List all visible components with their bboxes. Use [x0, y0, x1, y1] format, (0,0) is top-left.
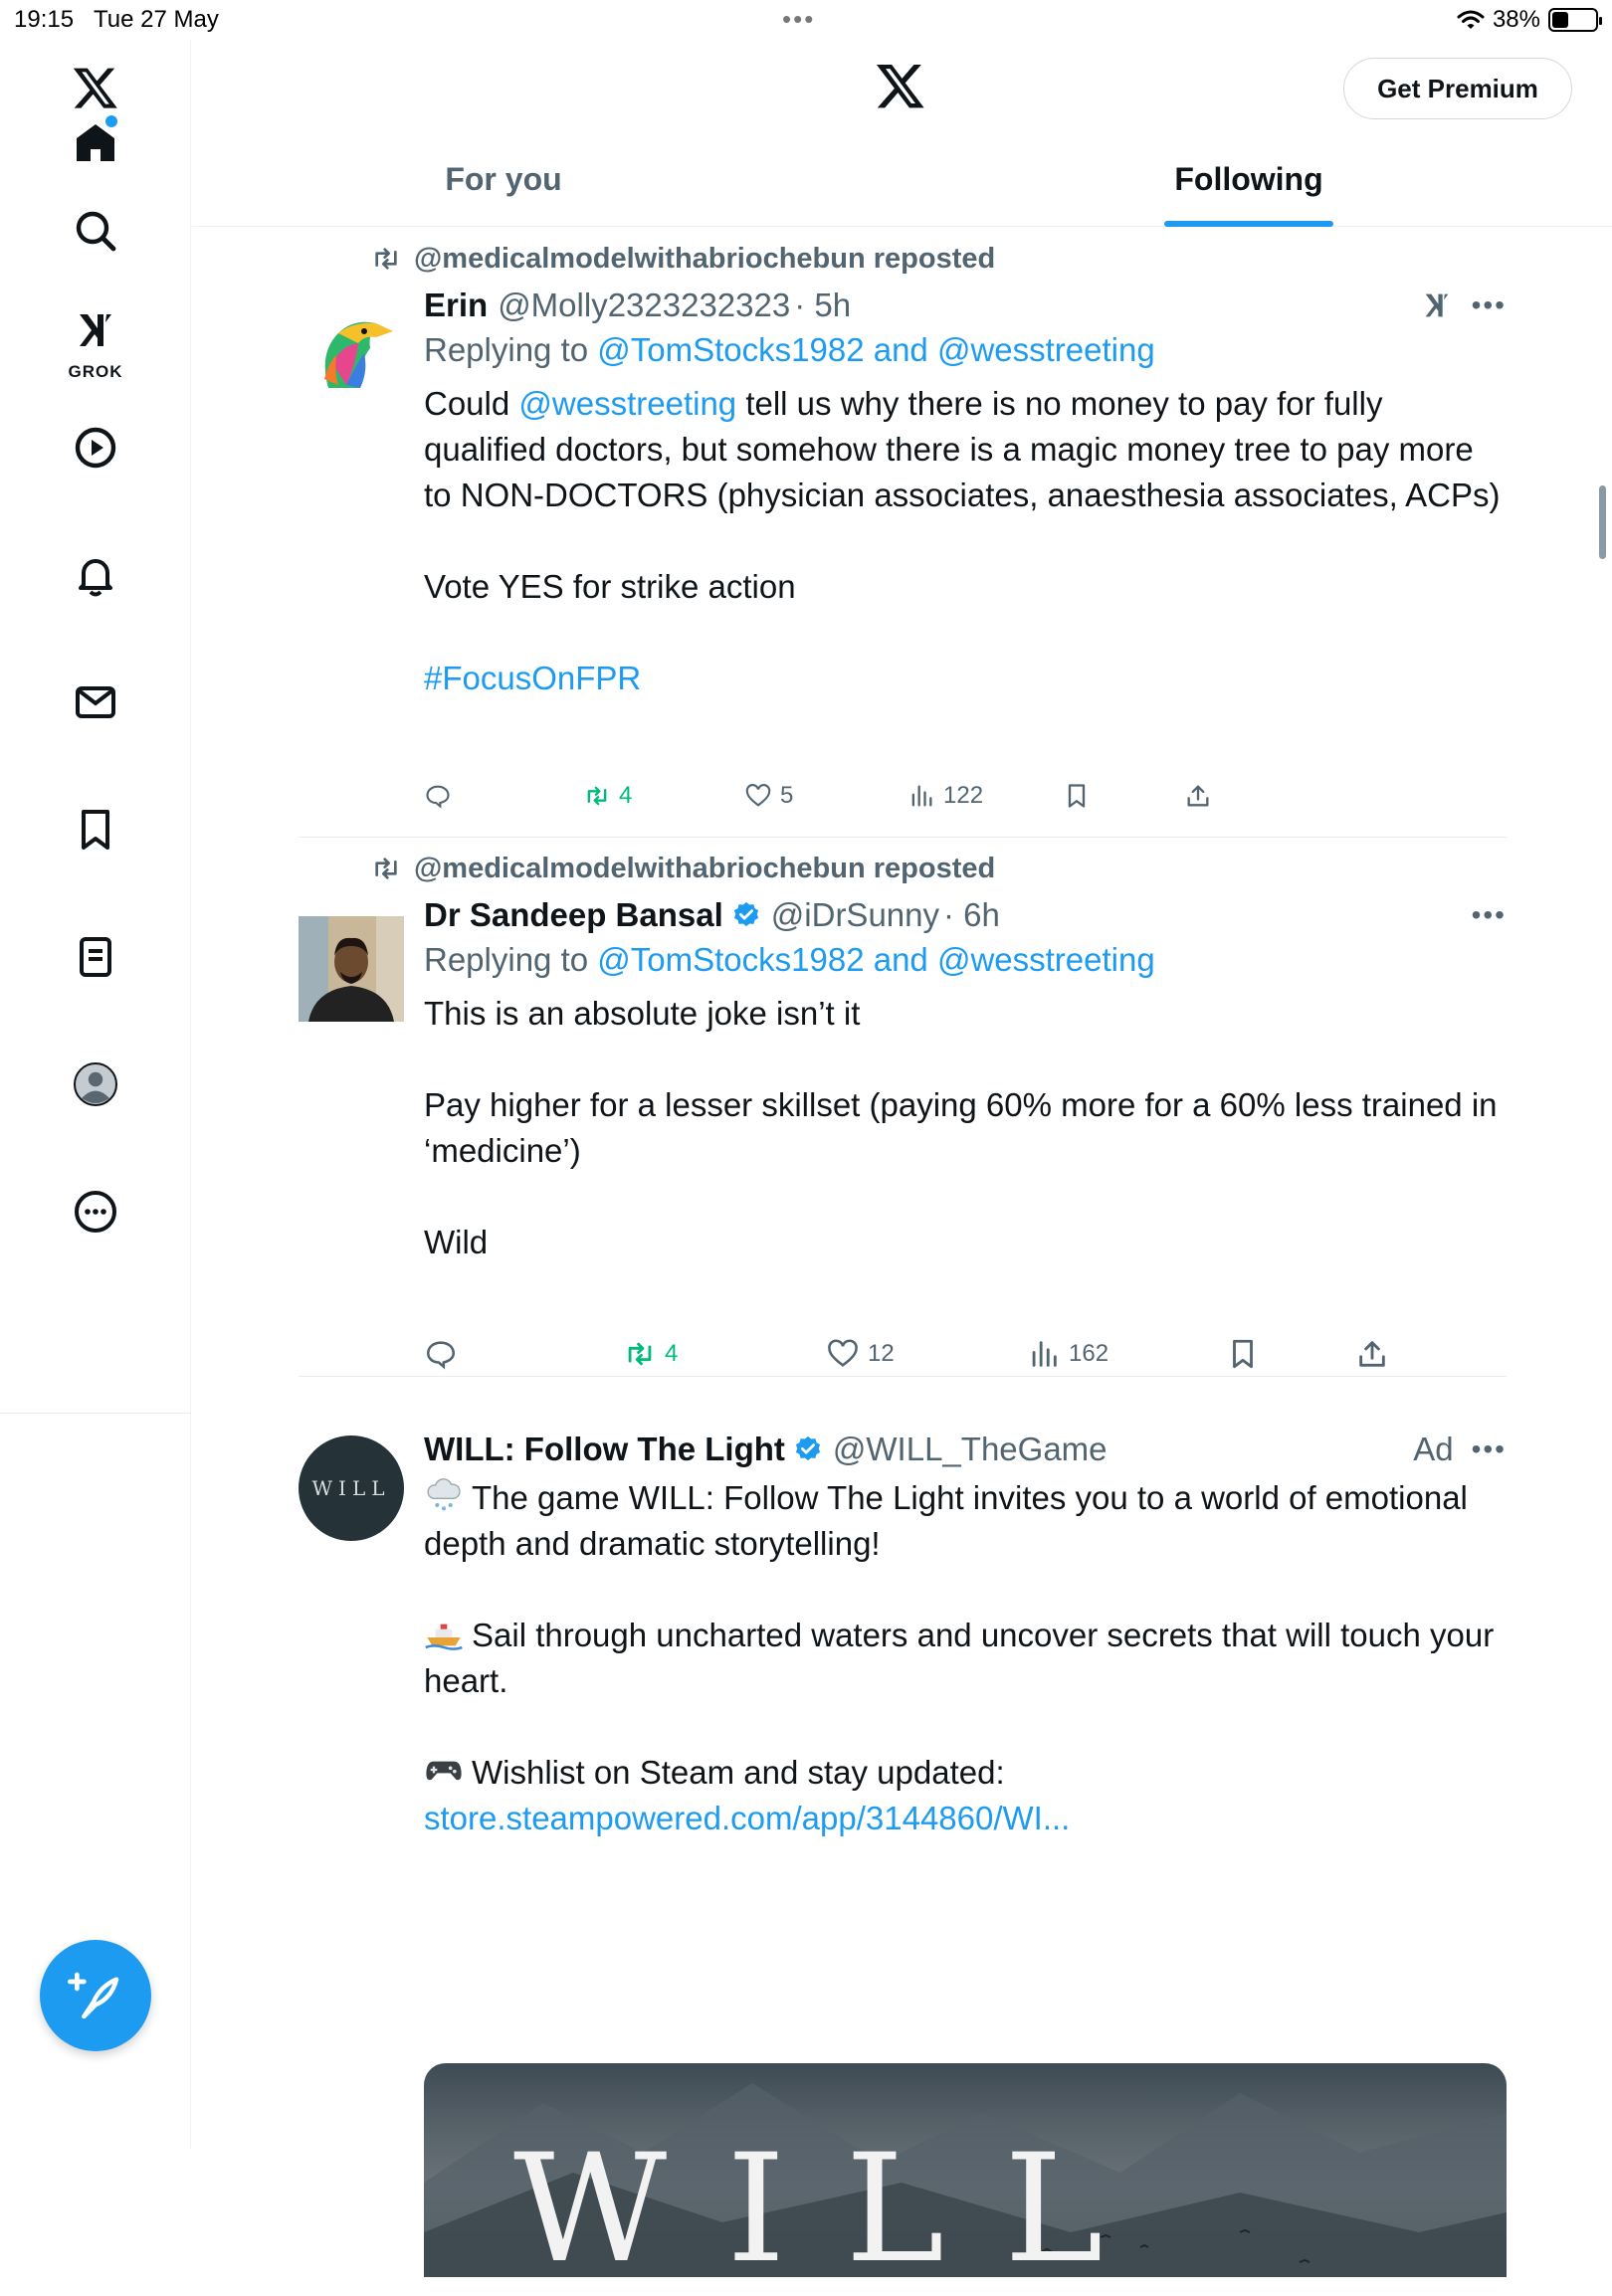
- wifi-icon: [1457, 9, 1485, 31]
- nav-video[interactable]: [56, 408, 135, 487]
- author-row: [424, 1428, 1507, 1471]
- view-count: 162: [1069, 1340, 1109, 1367]
- nav-messages[interactable]: [56, 663, 135, 742]
- reply-button[interactable]: [424, 1336, 458, 1372]
- ad-media-title: WILL: [513, 2123, 1163, 2296]
- replying-mentions[interactable]: @TomStocks1982 and @wesstreeting: [597, 331, 1155, 368]
- repost-by: @medicalmodelwithabriochebun reposted: [414, 852, 996, 884]
- repost-button[interactable]: [623, 1336, 678, 1372]
- bookmark-button[interactable]: [1226, 1336, 1260, 1372]
- battery-fill: [1552, 12, 1568, 28]
- post-text: This is an absolute joke isn’t it Pay higher for a lesser skillset (paying 60% more for a 60% less trained in ‘medicine’) Wild: [424, 995, 1498, 1260]
- repost-count: 4: [665, 1340, 679, 1367]
- replying-prefix: Replying to: [424, 941, 598, 978]
- post-divider: [299, 837, 1507, 838]
- replying-to: [424, 331, 1507, 369]
- tab-label: For you: [445, 161, 562, 197]
- avatar-logo-text: WILL: [311, 1476, 391, 1500]
- post-time[interactable]: · 6h: [943, 896, 1000, 933]
- lists-icon: [72, 933, 119, 981]
- sidebar-nav: [0, 40, 191, 2149]
- bookmark-icon: [1226, 1337, 1260, 1371]
- search-icon: [72, 207, 119, 255]
- ad-media-image[interactable]: [424, 2063, 1507, 2296]
- ad-line-3: Wishlist on Steam and stay updated:: [472, 1754, 1005, 1791]
- share-icon: [1184, 782, 1212, 810]
- post-divider: [299, 1376, 1507, 1377]
- repost-icon: [370, 243, 402, 275]
- sidebar-divider: [0, 1413, 191, 1414]
- nav-notifications[interactable]: [56, 535, 135, 615]
- heart-icon: [744, 782, 772, 810]
- post-actions: [424, 778, 1507, 814]
- more-options-icon[interactable]: •••: [1471, 899, 1507, 930]
- repost-button[interactable]: [583, 778, 632, 814]
- status-date: Tue 27 May: [94, 6, 219, 33]
- ad-label: Ad: [1413, 1431, 1454, 1467]
- like-count: 5: [780, 782, 794, 809]
- post-top-actions: [1420, 284, 1507, 327]
- post-actions: [424, 1336, 1507, 1372]
- verified-badge-icon: [731, 900, 761, 930]
- share-button[interactable]: [1355, 1336, 1389, 1372]
- repost-count: 4: [619, 782, 633, 809]
- status-time: 19:15: [14, 6, 75, 33]
- eagle-avatar-icon: [299, 293, 404, 399]
- active-tab-indicator: [1164, 221, 1333, 227]
- post-dr-sandeep-bansal[interactable]: [299, 852, 1507, 1389]
- post-erin[interactable]: [299, 228, 1507, 837]
- nav-grok[interactable]: [56, 300, 135, 380]
- replying-mentions[interactable]: @TomStocks1982 and @wesstreeting: [597, 941, 1155, 978]
- text-pre: Could: [424, 385, 519, 422]
- grok-icon: [72, 306, 119, 354]
- post-text: [424, 381, 1507, 701]
- nav-search[interactable]: [56, 191, 135, 271]
- repost-context: [370, 852, 995, 885]
- views-button[interactable]: [907, 778, 983, 814]
- repost-icon: [583, 782, 611, 810]
- views-button[interactable]: [1027, 1336, 1108, 1372]
- hashtag-link[interactable]: #FocusOnFPR: [424, 660, 642, 696]
- replying-to: [424, 941, 1507, 979]
- nav-profile[interactable]: [56, 1045, 135, 1124]
- steam-link[interactable]: store.steampowered.com/app/3144860/WI...: [424, 1800, 1071, 1836]
- post-text: [424, 1475, 1507, 1841]
- ad-line-1: The game WILL: Follow The Light invites you to a world of emotional depth and dramatic storytelling!: [424, 1479, 1478, 1562]
- heart-icon: [826, 1337, 860, 1371]
- post-top-actions: [1472, 893, 1507, 937]
- bookmark-icon: [1063, 782, 1091, 810]
- person-photo-icon: [299, 916, 404, 1022]
- repost-icon: [623, 1337, 657, 1371]
- like-button[interactable]: [826, 1336, 895, 1372]
- post-time[interactable]: · 5h: [794, 287, 852, 323]
- reply-icon: [424, 1337, 458, 1371]
- post-top-actions: [1413, 1428, 1507, 1471]
- user-handle[interactable]: @iDrSunny: [770, 896, 940, 933]
- more-icon: [72, 1188, 119, 1236]
- user-handle[interactable]: @Molly2323232323: [498, 287, 791, 323]
- notifications-icon: [72, 551, 119, 599]
- view-count: 122: [943, 782, 984, 809]
- views-icon: [907, 782, 935, 810]
- display-name[interactable]: WILL: Follow The Light: [424, 1431, 785, 1467]
- nav-more[interactable]: [56, 1172, 135, 1251]
- avatar[interactable]: [299, 916, 404, 1022]
- battery-icon: [1548, 8, 1598, 32]
- repost-icon: [370, 853, 402, 884]
- repost-context: [370, 242, 995, 276]
- tab-following[interactable]: [1164, 139, 1333, 227]
- bookmarks-icon: [72, 806, 119, 854]
- author-row: [424, 893, 1507, 937]
- repost-by: @medicalmodelwithabriochebun reposted: [414, 242, 996, 275]
- grok-label: GROK: [68, 362, 123, 381]
- status-bar: [0, 0, 1612, 40]
- more-options-icon[interactable]: •••: [1471, 1434, 1507, 1464]
- share-button[interactable]: [1184, 778, 1212, 814]
- reply-icon: [424, 782, 452, 810]
- timeline-header: [192, 40, 1612, 227]
- get-premium-button[interactable]: Get Premium: [1343, 58, 1572, 119]
- post-content: [424, 284, 1507, 701]
- post-content: [424, 1428, 1507, 1841]
- views-icon: [1027, 1337, 1061, 1371]
- display-name[interactable]: Erin: [424, 287, 489, 323]
- post-will-ad[interactable]: [299, 1392, 1507, 2296]
- bookmark-button[interactable]: [1063, 778, 1091, 814]
- snow-cloud-icon: [424, 1475, 464, 1515]
- game-controller-icon: [424, 1750, 464, 1790]
- author-row: [424, 284, 1507, 327]
- share-icon: [1355, 1337, 1389, 1371]
- grok-icon[interactable]: [1420, 288, 1454, 322]
- ship-icon: [424, 1613, 464, 1652]
- reply-button[interactable]: [424, 778, 452, 814]
- nav-home[interactable]: [56, 103, 135, 183]
- scrollbar[interactable]: [1599, 485, 1606, 559]
- avatar[interactable]: [299, 293, 404, 399]
- like-count: 12: [868, 1340, 895, 1367]
- user-handle[interactable]: @WILL_TheGame: [832, 1431, 1108, 1467]
- nav-bookmarks[interactable]: [56, 790, 135, 869]
- tab-for-you[interactable]: [419, 139, 588, 227]
- avatar[interactable]: [299, 1435, 404, 1541]
- status-right: [1457, 6, 1598, 34]
- video-icon: [72, 424, 119, 472]
- unread-dot: [105, 115, 117, 127]
- text-post: tell us why there is no money to pay for fully qualified doctors, but somehow there is a magic money tree to pay more to NON-DOCTORS (physician associates, anaesthesia associates, ACPs) Vote YES for strike action: [424, 385, 1501, 605]
- display-name[interactable]: Dr Sandeep Bansal: [424, 896, 723, 933]
- multitasking-dots[interactable]: •••: [782, 4, 816, 34]
- replying-prefix: Replying to: [424, 331, 598, 368]
- verified-badge-icon: [793, 1435, 823, 1464]
- battery-percentage: 38%: [1492, 6, 1540, 33]
- messages-icon: [72, 678, 119, 726]
- mention-link[interactable]: @wesstreeting: [518, 385, 737, 422]
- compose-post-button[interactable]: [40, 1940, 151, 2051]
- x-logo-icon[interactable]: [873, 60, 928, 111]
- ad-line-2: Sail through uncharted waters and uncover secrets that will touch your heart.: [424, 1617, 1504, 1699]
- more-options-icon[interactable]: •••: [1471, 289, 1507, 320]
- compose-feather-icon: [68, 1968, 123, 2023]
- nav-lists[interactable]: [56, 917, 135, 997]
- profile-icon: [72, 1060, 119, 1108]
- tab-label: Following: [1174, 161, 1323, 197]
- post-content: [424, 893, 1507, 1265]
- like-button[interactable]: [744, 778, 793, 814]
